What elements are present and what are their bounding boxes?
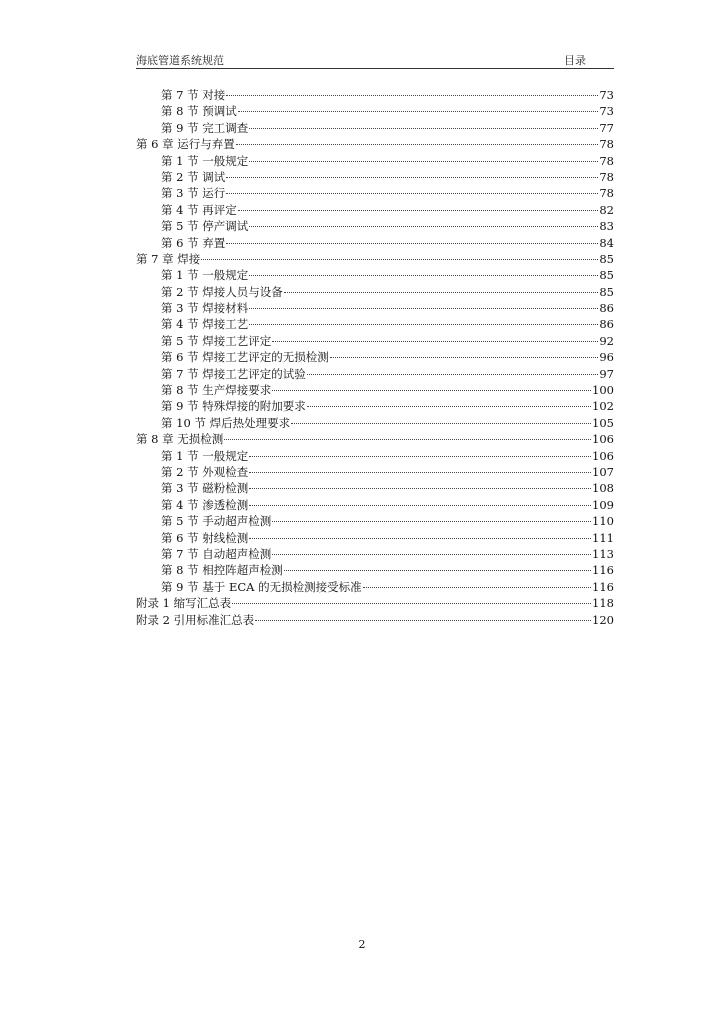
toc-chapter-entry[interactable]: [136, 612, 614, 628]
toc-entry-page: 73: [599, 88, 614, 102]
toc-entry-page: 77: [599, 120, 614, 135]
toc-entry-label: 第 5 节 手动超声检测: [161, 514, 272, 529]
toc-section-entry[interactable]: [136, 333, 614, 349]
dot-leader: [307, 406, 591, 407]
dot-leader: [363, 587, 591, 588]
toc-entry-page: 120: [592, 612, 614, 627]
toc-section-entry[interactable]: [136, 546, 614, 562]
toc-entry-page: 82: [599, 202, 614, 217]
dot-leader: [232, 603, 591, 604]
toc-entry-label: 第 3 节 运行: [161, 186, 226, 201]
toc-entry-page: 92: [599, 333, 614, 348]
dot-leader: [226, 177, 598, 178]
toc-entry-page: 78: [599, 186, 614, 201]
dot-leader: [249, 505, 591, 506]
toc-chapter-entry[interactable]: [136, 251, 614, 267]
toc-entry-label: 第 8 节 生产焊接要求: [161, 383, 272, 398]
toc-entry-label: 第 10 节 焊后热处理要求: [161, 415, 291, 430]
toc-entry-label: 第 9 节 特殊焊接的附加要求: [161, 399, 306, 414]
toc-chapter-entry[interactable]: [136, 136, 614, 152]
toc-entry-label: 第 6 节 弃置: [161, 235, 226, 250]
document-title: 海底管道系统规范: [136, 54, 224, 67]
dot-leader: [291, 423, 591, 424]
toc-section-entry[interactable]: [136, 366, 614, 382]
toc-entry-label: 第 7 节 焊接工艺评定的试验: [161, 366, 306, 381]
toc-entry-page: 105: [592, 415, 614, 430]
toc-entry-page: 106: [592, 448, 614, 463]
toc-entry-label: 第 9 节 基于 ECA 的无损检测接受标准: [161, 579, 362, 594]
toc-entry-label: 第 1 节 一般规定: [161, 268, 249, 283]
toc-entry-label: 第 6 节 焊接工艺评定的无损检测: [161, 350, 329, 365]
dot-leader: [249, 308, 598, 309]
toc-entry-page: 109: [592, 497, 614, 512]
toc-entry-label: 第 4 节 再评定: [161, 202, 237, 217]
toc-entry-page: 111: [592, 530, 614, 545]
toc-entry-label: 第 5 节 停产调试: [161, 219, 249, 234]
dot-leader: [238, 210, 599, 211]
toc-chapter-entry[interactable]: [136, 431, 614, 447]
toc-section-entry[interactable]: [136, 103, 614, 119]
toc-section-entry[interactable]: [136, 185, 614, 201]
dot-leader: [249, 488, 591, 489]
dot-leader: [226, 243, 598, 244]
toc-entry-page: 116: [592, 579, 614, 594]
toc-section-entry[interactable]: [136, 480, 614, 496]
toc-section-entry[interactable]: [136, 120, 614, 136]
toc-entry-page: 118: [592, 596, 614, 611]
dot-leader: [201, 259, 598, 260]
toc-entry-label: 第 1 节 一般规定: [161, 448, 249, 463]
toc-entry-page: 85: [599, 268, 614, 283]
toc-entry-page: 83: [599, 219, 614, 234]
table-of-contents: [136, 87, 614, 628]
toc-entry-label: 第 2 节 焊接人员与设备: [161, 284, 283, 299]
toc-entry-label: 第 7 节 自动超声检测: [161, 546, 272, 561]
toc-section-entry[interactable]: [136, 530, 614, 546]
toc-entry-label: 第 2 节 外观检查: [161, 464, 249, 479]
toc-section-entry[interactable]: [136, 87, 614, 103]
dot-leader: [226, 95, 598, 96]
dot-leader: [272, 554, 591, 555]
toc-entry-label: 附录 2 引用标准汇总表: [136, 612, 255, 627]
toc-entry-label: 第 3 节 焊接材料: [161, 301, 249, 316]
toc-entry-page: 78: [599, 153, 614, 168]
toc-section-entry[interactable]: [136, 153, 614, 169]
dot-leader: [249, 161, 598, 162]
dot-leader: [249, 275, 598, 276]
toc-entry-label: 第 8 节 相控阵超声检测: [161, 563, 283, 578]
toc-section-entry[interactable]: [136, 448, 614, 464]
toc-entry-page: 107: [592, 464, 614, 479]
toc-entry-page: 106: [592, 432, 614, 447]
toc-entry-label: 第 8 节 预调试: [161, 104, 237, 119]
dot-leader: [255, 620, 591, 621]
dot-leader: [284, 292, 599, 293]
toc-entry-page: 96: [599, 350, 614, 365]
dot-leader: [272, 521, 591, 522]
toc-section-entry[interactable]: [136, 382, 614, 398]
toc-entry-label: 第 9 节 完工调查: [161, 120, 249, 135]
dot-leader: [249, 538, 591, 539]
toc-entry-label: 第 8 章 无损检测: [136, 432, 224, 447]
toc-entry-page: 102: [592, 399, 614, 414]
toc-section-entry[interactable]: [136, 218, 614, 234]
toc-entry-page: 84: [599, 235, 614, 250]
dot-leader: [249, 472, 591, 473]
dot-leader: [330, 357, 599, 358]
toc-entry-label: 第 7 章 焊接: [136, 251, 201, 266]
toc-section-entry[interactable]: [136, 284, 614, 300]
toc-entry-page: 86: [599, 301, 614, 316]
running-header: [136, 50, 614, 69]
dot-leader: [272, 341, 598, 342]
dot-leader: [249, 324, 598, 325]
dot-leader: [249, 456, 591, 457]
page-number: 2: [358, 938, 366, 951]
dot-leader: [284, 570, 591, 571]
toc-entry-label: 附录 1 缩写汇总表: [136, 596, 232, 611]
toc-section-entry[interactable]: [136, 464, 614, 480]
toc-section-entry[interactable]: [136, 267, 614, 283]
dot-leader: [307, 374, 599, 375]
toc-section-entry[interactable]: [136, 513, 614, 529]
toc-section-entry[interactable]: [136, 398, 614, 414]
dot-leader: [249, 128, 598, 129]
toc-entry-page: 116: [592, 563, 614, 578]
toc-section-entry[interactable]: [136, 202, 614, 218]
toc-entry-page: 110: [592, 514, 614, 529]
toc-entry-page: 100: [592, 383, 614, 398]
toc-entry-page: 78: [599, 169, 614, 184]
toc-entry-page: 85: [599, 284, 614, 299]
toc-section-entry[interactable]: [136, 235, 614, 251]
toc-section-entry[interactable]: [136, 579, 614, 595]
dot-leader: [226, 193, 598, 194]
toc-section-entry[interactable]: [136, 316, 614, 332]
toc-section-entry[interactable]: [136, 300, 614, 316]
toc-entry-label: 第 7 节 对接: [161, 88, 226, 102]
dot-leader: [238, 111, 599, 112]
toc-chapter-entry[interactable]: [136, 595, 614, 611]
dot-leader: [272, 390, 591, 391]
toc-entry-page: 86: [599, 317, 614, 332]
dot-leader: [224, 439, 591, 440]
toc-section-entry[interactable]: [136, 349, 614, 365]
toc-entry-label: 第 5 节 焊接工艺评定: [161, 333, 272, 348]
toc-entry-label: 第 1 节 一般规定: [161, 153, 249, 168]
toc-entry-label: 第 3 节 磁粉检测: [161, 481, 249, 496]
toc-entry-label: 第 6 节 射线检测: [161, 530, 249, 545]
toc-entry-page: 97: [599, 366, 614, 381]
toc-entry-label: 第 4 节 渗透检测: [161, 497, 249, 512]
dot-leader: [249, 226, 598, 227]
toc-entry-page: 85: [599, 251, 614, 266]
toc-entry-label: 第 6 章 运行与弃置: [136, 137, 235, 152]
toc-entry-page: 73: [599, 104, 614, 119]
toc-entry-page: 113: [592, 546, 614, 561]
toc-entry-label: 第 4 节 焊接工艺: [161, 317, 249, 332]
dot-leader: [236, 144, 599, 145]
toc-entry-page: 108: [592, 481, 614, 496]
toc-section-entry[interactable]: [136, 169, 614, 185]
toc-section-entry[interactable]: [136, 562, 614, 578]
toc-section-entry[interactable]: [136, 497, 614, 513]
toc-entry-page: 78: [599, 137, 614, 152]
section-title: 目录: [564, 54, 586, 67]
toc-section-entry[interactable]: [136, 415, 614, 431]
toc-entry-label: 第 2 节 调试: [161, 169, 226, 184]
